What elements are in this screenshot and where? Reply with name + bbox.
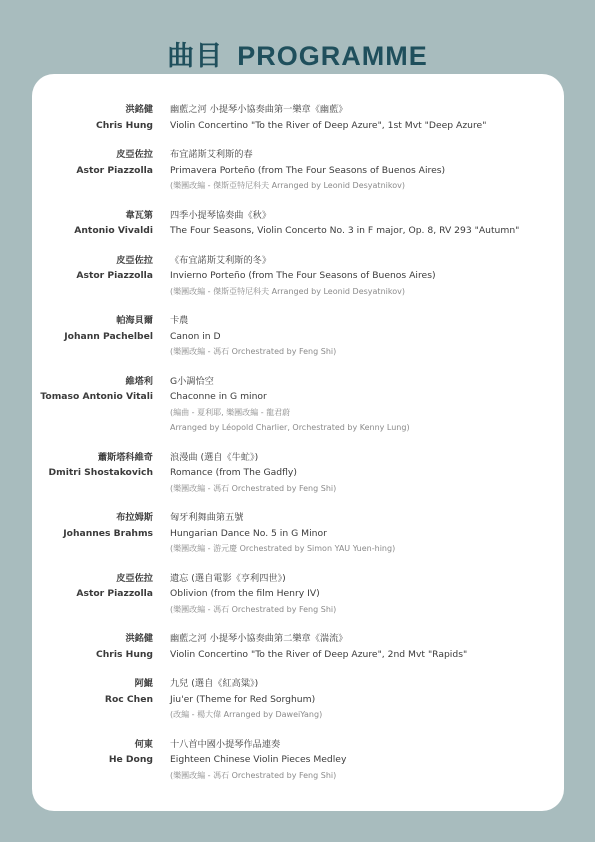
work: [170, 510, 558, 557]
work: [170, 631, 558, 662]
work-title-en: Jiu'er (Theme for Red Sorghum): [170, 693, 316, 705]
composer-name-zh: 何東: [134, 738, 153, 750]
composer: [32, 737, 153, 768]
work-title-zh: G小調恰空: [170, 375, 214, 387]
page-title-zh: 曲目: [167, 41, 224, 71]
work-title-zh: 卡農: [170, 315, 189, 326]
arrangement-note: (樂團改編 - 馮石 Orchestrated by Feng Shi): [170, 604, 337, 614]
work: [170, 571, 558, 618]
arrangement-note: (編曲 - 夏利耶, 樂團改編 - 龍君蔚: [170, 407, 291, 417]
work-title-en: The Four Seasons, Violin Concerto No. 3 in F major, Op. 8, RV 293 "Autumn": [170, 225, 520, 236]
composer-name-en: Chris Hung: [96, 648, 153, 660]
work-title-en: Hungarian Dance No. 5 in G Minor: [170, 527, 327, 539]
work: [170, 676, 558, 723]
composer: [32, 253, 153, 284]
work-title-zh: 十八首中國小提琴作品連奏: [170, 738, 281, 750]
work-title-zh: 九兒 (選自《紅高粱》): [170, 678, 259, 689]
composer: [32, 102, 153, 133]
work-title-zh: 浪漫曲 (選自《牛虻》): [170, 451, 259, 463]
composer-name-en: Johannes Brahms: [63, 527, 153, 539]
composer: [32, 571, 153, 602]
composer: [32, 510, 153, 541]
composer-name-zh: 維塔利: [125, 375, 153, 387]
composer-name-en: Tomaso Antonio Vitali: [40, 391, 153, 402]
composer-name-zh: 布拉姆斯: [116, 512, 153, 523]
work-title-zh: 《布宜諾斯艾利斯的冬》: [170, 254, 272, 266]
composer-name-zh: 洪銘健: [125, 633, 153, 644]
composer-name-en: Roc Chen: [104, 693, 153, 705]
composer-name-en: Astor Piazzolla: [76, 270, 153, 281]
composer: [32, 374, 153, 405]
programme-card: [32, 74, 564, 811]
composer: [32, 676, 153, 707]
composer-name-en: Astor Piazzolla: [76, 588, 153, 599]
work: [170, 208, 558, 239]
work: [170, 253, 558, 300]
work-title-zh: 幽藍之河 小提琴小協奏曲第一樂章《幽藍》: [170, 104, 348, 115]
composer: [32, 450, 153, 481]
composer-name-en: Johann Pachelbel: [64, 330, 153, 342]
arrangement-note: (樂團改編 - 游元慶 Orchestrated by Simon YAU Yuen-hing): [170, 544, 396, 553]
work-title-en: Canon in D: [170, 330, 221, 342]
composer-name-en: Dmitri Shostakovich: [48, 467, 153, 478]
page-title: [0, 34, 595, 73]
page-title-en: PROGRAMME: [237, 41, 428, 71]
arrangement-note: (樂團改編 - 馮石 Orchestrated by Feng Shi): [170, 483, 337, 493]
arrangement-note: (樂團改編 - 馮石 Orchestrated by Feng Shi): [170, 770, 337, 780]
composer: [32, 313, 153, 344]
work-title-en: Eighteen Chinese Violin Pieces Medley: [170, 754, 347, 765]
work-title-zh: 匈牙利舞曲第五號: [170, 512, 244, 523]
work: [170, 313, 558, 360]
composer-name-zh: 皮亞佐拉: [116, 149, 153, 160]
composer-name-en: He Dong: [108, 754, 153, 765]
composer-name-zh: 阿鯤: [134, 678, 153, 689]
composer-name-en: Chris Hung: [96, 119, 153, 131]
arrangement-note: (樂團改編 - 傑斯亞特尼科夫 Arranged by Leonid Desyatnikov): [170, 286, 405, 296]
composer-name-en: Antonio Vivaldi: [74, 225, 153, 236]
work-title-en: Romance (from The Gadfly): [170, 467, 297, 478]
composer-name-zh: 皮亞佐拉: [116, 572, 153, 584]
work-title-en: Violin Concertino "To the River of Deep Azure", 1st Mvt "Deep Azure": [170, 119, 487, 131]
work-title-zh: 四季小提琴協奏曲《秋》: [170, 209, 272, 221]
composer: [32, 208, 153, 239]
composer-name-zh: 洪銘健: [125, 104, 153, 115]
work: [170, 147, 558, 194]
work-title-zh: 幽藍之河 小提琴小協奏曲第二樂章《湍流》: [170, 633, 348, 644]
arrangement-note: (改編 - 楊大偉 Arranged by DaweiYang): [170, 710, 323, 719]
arrangement-note: (樂團改編 - 傑斯亞特尼科夫 Arranged by Leonid Desyatnikov): [170, 181, 405, 190]
work-title-en: Invierno Porteño (from The Four Seasons of Buenos Aires): [170, 270, 436, 281]
composer-name-zh: 帕海貝爾: [116, 315, 153, 326]
composer-name-zh: 韋瓦第: [125, 209, 153, 221]
work-title-en: Primavera Porteño (from The Four Seasons of Buenos Aires): [170, 164, 446, 176]
work: [170, 450, 558, 497]
composer-name-en: Astor Piazzolla: [76, 164, 153, 176]
arrangement-note: (樂團改編 - 馮石 Orchestrated by Feng Shi): [170, 347, 337, 356]
composer: [32, 631, 153, 662]
work-title-en: Violin Concertino "To the River of Deep Azure", 2nd Mvt "Rapids": [170, 648, 468, 660]
work-title-zh: 布宜諾斯艾利斯的春: [170, 149, 253, 160]
work: [170, 102, 558, 133]
work: [170, 737, 558, 784]
work: [170, 374, 558, 436]
composer-name-zh: 蕭斯塔科維奇: [97, 451, 153, 463]
work-title-en: Chaconne in G minor: [170, 391, 267, 402]
work-title-en: Oblivion (from the film Henry IV): [170, 588, 320, 599]
work-title-zh: 遺忘 (選自電影《亨利四世》): [170, 572, 286, 584]
arrangement-note: Arranged by Léopold Charlier, Orchestrated by Kenny Lung): [170, 423, 410, 432]
composer-name-zh: 皮亞佐拉: [116, 254, 153, 266]
composer: [32, 147, 153, 178]
